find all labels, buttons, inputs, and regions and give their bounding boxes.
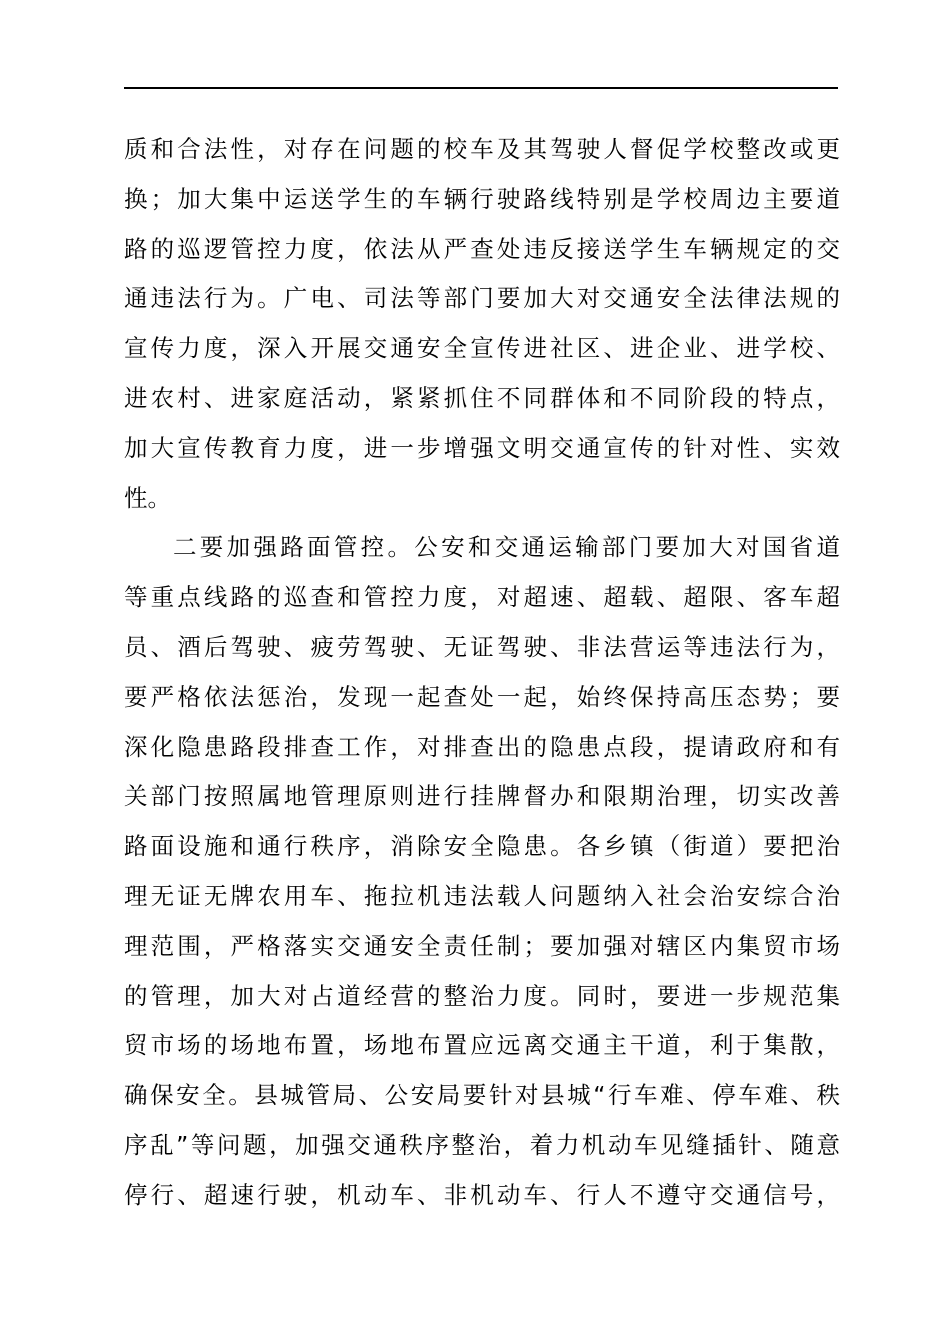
text-line: 员、酒后驾驶、疲劳驾驶、无证驾驶、非法营运等违法行为， [124, 632, 840, 661]
paragraph-2 [124, 523, 840, 1220]
text-line: 序乱”等问题，加强交通秩序整治，着力机动车见缝插针、随意 [124, 1130, 840, 1159]
text-line: 关部门按照属地管理原则进行挂牌督办和限期治理，切实改善 [124, 782, 840, 811]
text-line: 通违法行为。广电、司法等部门要加大对交通安全法律法规的 [124, 284, 840, 313]
text-line: 换；加大集中运送学生的车辆行驶路线特别是学校周边主要道 [124, 184, 840, 213]
text-line: 二要加强路面管控。公安和交通运输部门要加大对国省道 [173, 533, 840, 562]
text-line: 进农村、进家庭活动，紧紧抓住不同群体和不同阶段的特点， [124, 383, 840, 412]
text-line: 路的巡逻管控力度，依法从严查处违反接送学生车辆规定的交 [124, 234, 840, 263]
text-line: 贸市场的场地布置，场地布置应远离交通主干道，利于集散， [124, 1031, 840, 1060]
text-line: 路面设施和通行秩序，消除安全隐患。各乡镇（街道）要把治 [124, 832, 840, 861]
text-line: 深化隐患路段排查工作，对排查出的隐患点段，提请政府和有 [124, 732, 840, 761]
text-line: 加大宣传教育力度，进一步增强文明交通宣传的针对性、实效 [124, 433, 840, 462]
text-line: 的管理，加大对占道经营的整治力度。同时，要进一步规范集 [124, 981, 840, 1010]
body-text [124, 125, 840, 1221]
text-line: 等重点线路的巡查和管控力度，对超速、超载、超限、客车超 [124, 583, 840, 612]
text-line: 停行、超速行驶，机动车、非机动车、行人不遵守交通信号， [124, 1180, 840, 1209]
text-line: 宣传力度，深入开展交通安全宣传进社区、进企业、进学校、 [124, 334, 840, 363]
text-line: 理范围，严格落实交通安全责任制；要加强对辖区内集贸市场 [124, 931, 840, 960]
header-rule [124, 87, 838, 89]
text-line: 性。 [124, 483, 171, 512]
text-line: 理无证无牌农用车、拖拉机违法载人问题纳入社会治安综合治 [124, 881, 840, 910]
text-line: 质和合法性，对存在问题的校车及其驾驶人督促学校整改或更 [124, 135, 840, 163]
text-line: 确保安全。县城管局、公安局要针对县城“行车难、停车难、秩 [124, 1081, 840, 1110]
paragraph-1 [124, 125, 840, 523]
text-line: 要严格依法惩治，发现一起查处一起，始终保持高压态势；要 [124, 682, 840, 711]
